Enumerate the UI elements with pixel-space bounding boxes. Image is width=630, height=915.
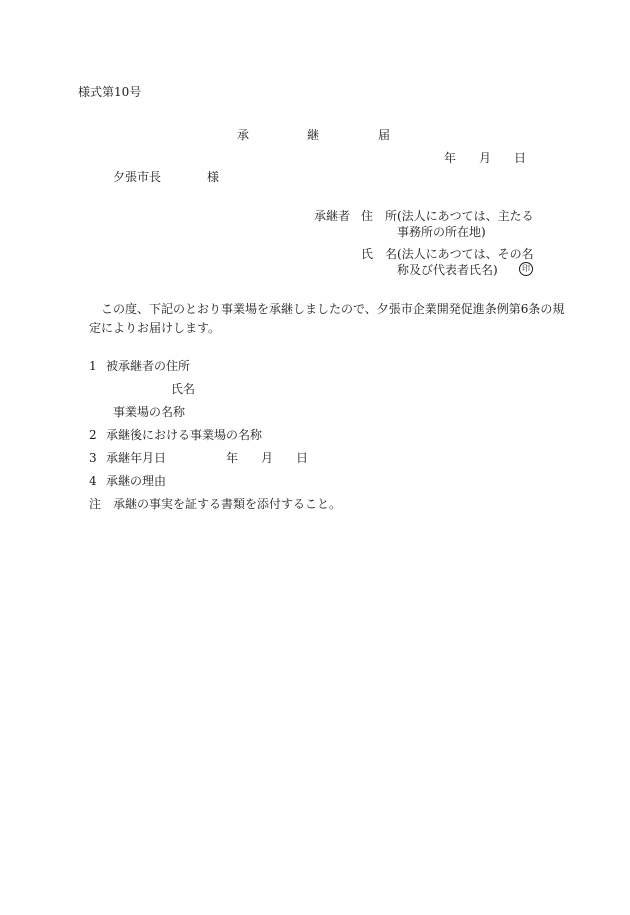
item-3-year: 年 (226, 451, 239, 465)
address-label: 住 所 (361, 209, 398, 223)
item-4-number: 4 (89, 474, 97, 488)
addressee-name: 夕張市長 (113, 170, 162, 184)
item-2-number: 2 (89, 428, 97, 442)
item-3-number: 3 (89, 451, 97, 465)
applicant-role: 承継者 (314, 209, 351, 223)
item-3-label: 承継年月日 (106, 451, 167, 465)
item-1-number: 1 (89, 359, 97, 373)
title-char-3: 届 (378, 128, 391, 142)
form-number: 様式第10号 (78, 85, 142, 99)
item-3-day: 日 (296, 451, 309, 465)
body-line-1: この度、下記のとおり事業場を承継しましたので、夕張市企業開発促進条例第6条の規 (101, 302, 565, 316)
title-char-2: 継 (307, 128, 320, 142)
date-year: 年 (444, 151, 457, 165)
date-day: 日 (514, 151, 527, 165)
item-1-name-label: 氏名 (171, 382, 196, 396)
note-label: 注 (89, 497, 102, 511)
item-1-label: 被承継者の住所 (106, 359, 191, 373)
date-month: 月 (479, 151, 492, 165)
addressee-honorific: 様 (207, 170, 220, 184)
title-char-1: 承 (237, 128, 250, 142)
name-note-2: 称及び代表者氏名) (397, 263, 498, 277)
body-line-2: 定によりお届けします。 (89, 321, 221, 335)
item-4-label: 承継の理由 (106, 474, 167, 488)
item-2-label: 承継後における事業場の名称 (106, 428, 263, 442)
note-text: 承継の事実を証する書類を添付すること。 (113, 497, 342, 511)
name-note-1: (法人にあつては、その名 (397, 247, 534, 261)
address-note-2: 事務所の所在地) (397, 225, 486, 239)
address-note-1: (法人にあつては、主たる (397, 209, 534, 223)
seal-mark: 印 (519, 262, 533, 276)
item-3-month: 月 (261, 451, 274, 465)
name-label: 氏 名 (361, 247, 398, 261)
item-1-place-label: 事業場の名称 (113, 405, 186, 419)
